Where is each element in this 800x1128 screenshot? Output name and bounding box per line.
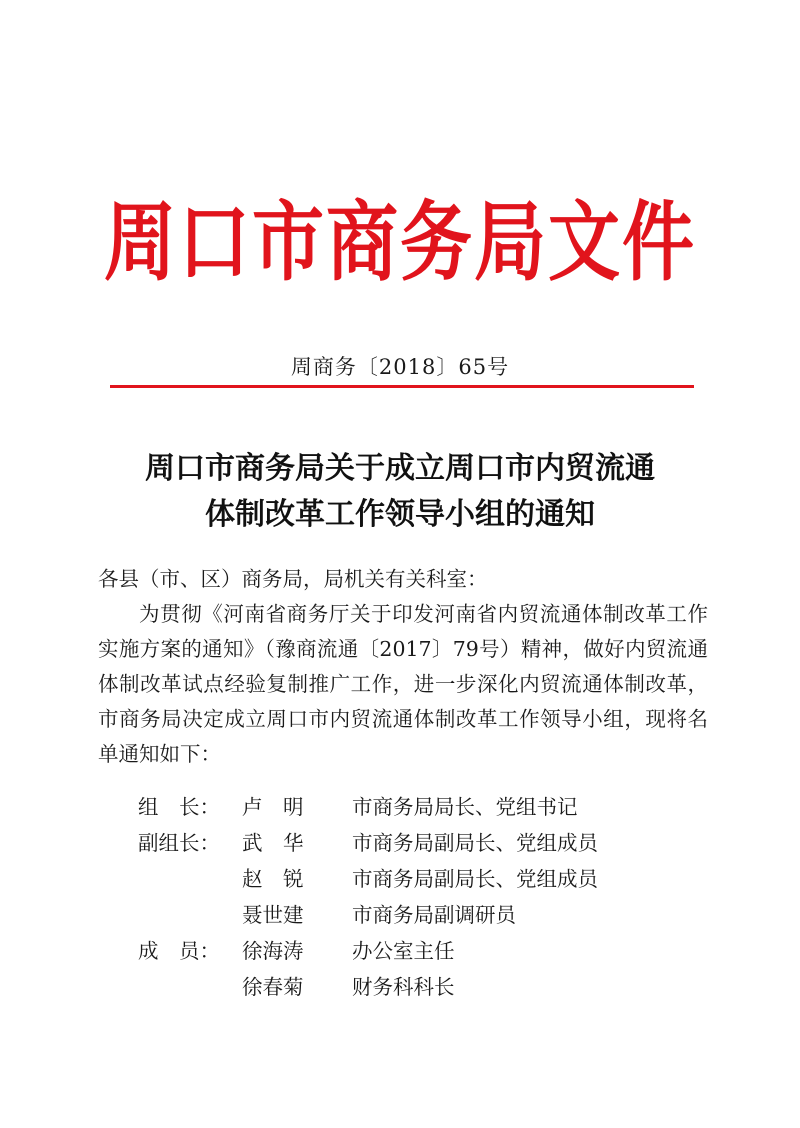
roster-name: 徐海涛 — [242, 939, 304, 963]
document-title — [0, 446, 800, 538]
roster-row — [138, 861, 698, 897]
roster-position: 市商务局副局长、党组成员 — [352, 867, 598, 891]
document-number: 周商务〔2018〕65号 — [290, 355, 510, 379]
roster-row — [138, 969, 698, 1005]
roster-name: 赵 锐 — [242, 867, 304, 891]
roster-row — [138, 789, 698, 825]
roster-name: 徐春菊 — [242, 975, 304, 999]
red-separator-line — [110, 385, 694, 388]
roster-role: 组 长： — [138, 795, 220, 819]
roster-row — [138, 897, 698, 933]
roster-position: 办公室主任 — [352, 939, 455, 963]
title-line-1: 周口市商务局关于成立周口市内贸流通 — [145, 451, 655, 486]
roster-role: 成 员： — [138, 939, 220, 963]
roster-name: 武 华 — [242, 831, 304, 855]
document-body — [98, 562, 708, 772]
addressee: 各县（市、区）商务局，局机关有关科室： — [98, 567, 488, 591]
roster-position: 财务科科长 — [352, 975, 455, 999]
roster-position: 市商务局局长、党组书记 — [352, 795, 578, 819]
member-roster — [138, 789, 698, 1005]
roster-row — [138, 933, 698, 969]
roster-position: 市商务局副调研员 — [352, 903, 516, 927]
roster-role: 副组长： — [138, 831, 220, 855]
body-paragraph: 为贯彻《河南省商务厅关于印发河南省内贸流通体制改革工作实施方案的通知》（豫商流通〔2017〕79号）精神，做好内贸流通体制改革试点经验复制推广工作，进一步深化内贸流通体制改革，市商务局决定成立周口市内贸流通体制改革工作领导小组，现将名单通知如下： — [98, 602, 708, 766]
roster-name: 卢 明 — [242, 795, 304, 819]
roster-position: 市商务局副局长、党组成员 — [352, 831, 598, 855]
title-line-2: 体制改革工作领导小组的通知 — [205, 497, 595, 532]
masthead-title: 周口市商务局文件 — [103, 191, 696, 293]
roster-name: 聂世建 — [242, 903, 304, 927]
roster-row — [138, 825, 698, 861]
